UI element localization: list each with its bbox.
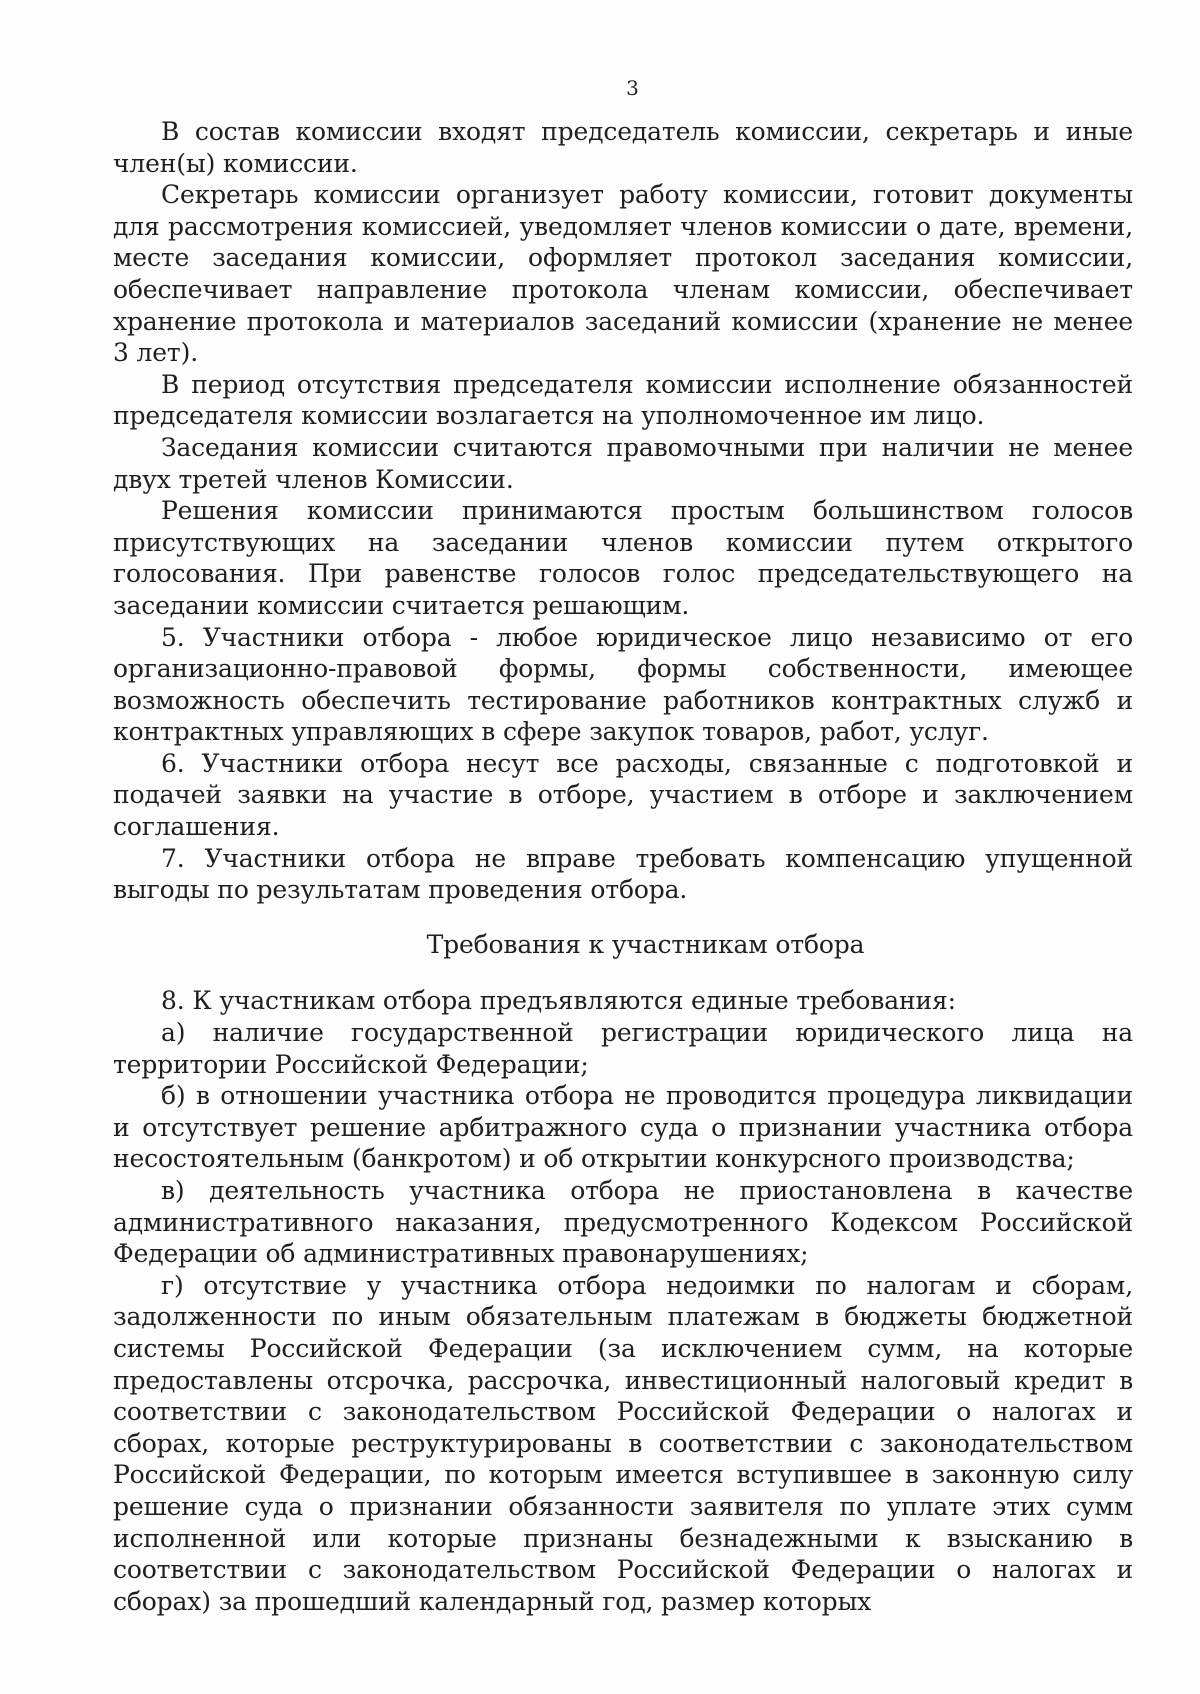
paragraph-item-8: 8. К участникам отбора предъявляются единые требования: [161,986,956,1016]
paragraph-item-6: 6. Участники отбора несут все расходы, связанные с подготовкой и подачей заявки на участие в отборе, участием в отборе и заключением соглашения. [113,748,1133,842]
paragraph-requirement-g: г) отсутствие у участника отбора недоимки по налогам и сборам, задолженности по иным обязательным платежам в бюджеты бюджетной системы Российской Федерации (за исключением сумм, на которые предоставлены отсрочка, рассрочка, инвестиционный налоговый кредит в соответствии с законодательством Российской Федерации о налогах и сборах, которые реструктурированы в соответствии с законодательством Российской Федерации, по которым имеется вступившее в законную силу решение суда о признании обязанности заявителя по уплате этих сумм исполненной или которые признаны безнадежными к взысканию в соответствии с законодательством Российской Федерации о налогах и сборах) за прошедший календарный год, размер которых [113,1270,1133,1616]
paragraph-chair-absence: В период отсутствия председателя комиссии исполнение обязанностей председателя комиссии возлагается на уполномоченное им лицо. [113,369,1133,431]
paragraph-commission-composition: В состав комиссии входят председатель комиссии, секретарь и иные член(ы) комиссии. [113,117,1133,178]
paragraph-requirement-v: в) деятельность участника отбора не приостановлена в качестве административного наказания, предусмотренного Кодексом Российской Федерации об административных правонарушениях; [113,1176,1133,1269]
paragraph-secretary-duties: Секретарь комиссии организует работу комиссии, готовит документы для рассмотрения комиссией, уведомляет членов комиссии о дате, времени, месте заседания комиссии, оформляет протокол заседания комиссии, обеспечивает направление протокола членам комиссии, обеспечивает хранение протокола и материалов заседаний комиссии (хранение не менее 3 лет). [113,180,1133,368]
paragraph-requirement-a: а) наличие государственной регистрации юридического лица на территории Российской Федерации; [113,1018,1133,1079]
page-number: 3 [626,76,639,100]
paragraph-quorum: Заседания комиссии считаются правомочными при наличии не менее двух третей членов Комиссии. [113,432,1133,494]
paragraph-requirement-b: б) в отношении участника отбора не проводится процедура ликвидации и отсутствует решение арбитражного суда о признании участника отбора несостоятельным (банкротом) и об открытии конкурсного производства; [113,1081,1133,1174]
paragraph-item-5: 5. Участники отбора - любое юридическое лицо независимо от его организационно-правовой формы, формы собственности, имеющее возможность обеспечить тестирование работников контрактных служб и контрактных управляющих в сфере закупок товаров, работ, услуг. [113,622,1133,747]
document-body [113,116,1133,1617]
section-heading: Требования к участникам отбора [426,929,865,959]
paragraph-decisions: Решения комиссии принимаются простым большинством голосов присутствующих на заседании членов комиссии путем открытого голосования. При равенстве голосов голос председательствующего на заседании комиссии считается решающим. [113,496,1133,620]
paragraph-item-7: 7. Участники отбора не вправе требовать компенсацию упущенной выгоды по результатам проведения отбора. [113,843,1133,905]
